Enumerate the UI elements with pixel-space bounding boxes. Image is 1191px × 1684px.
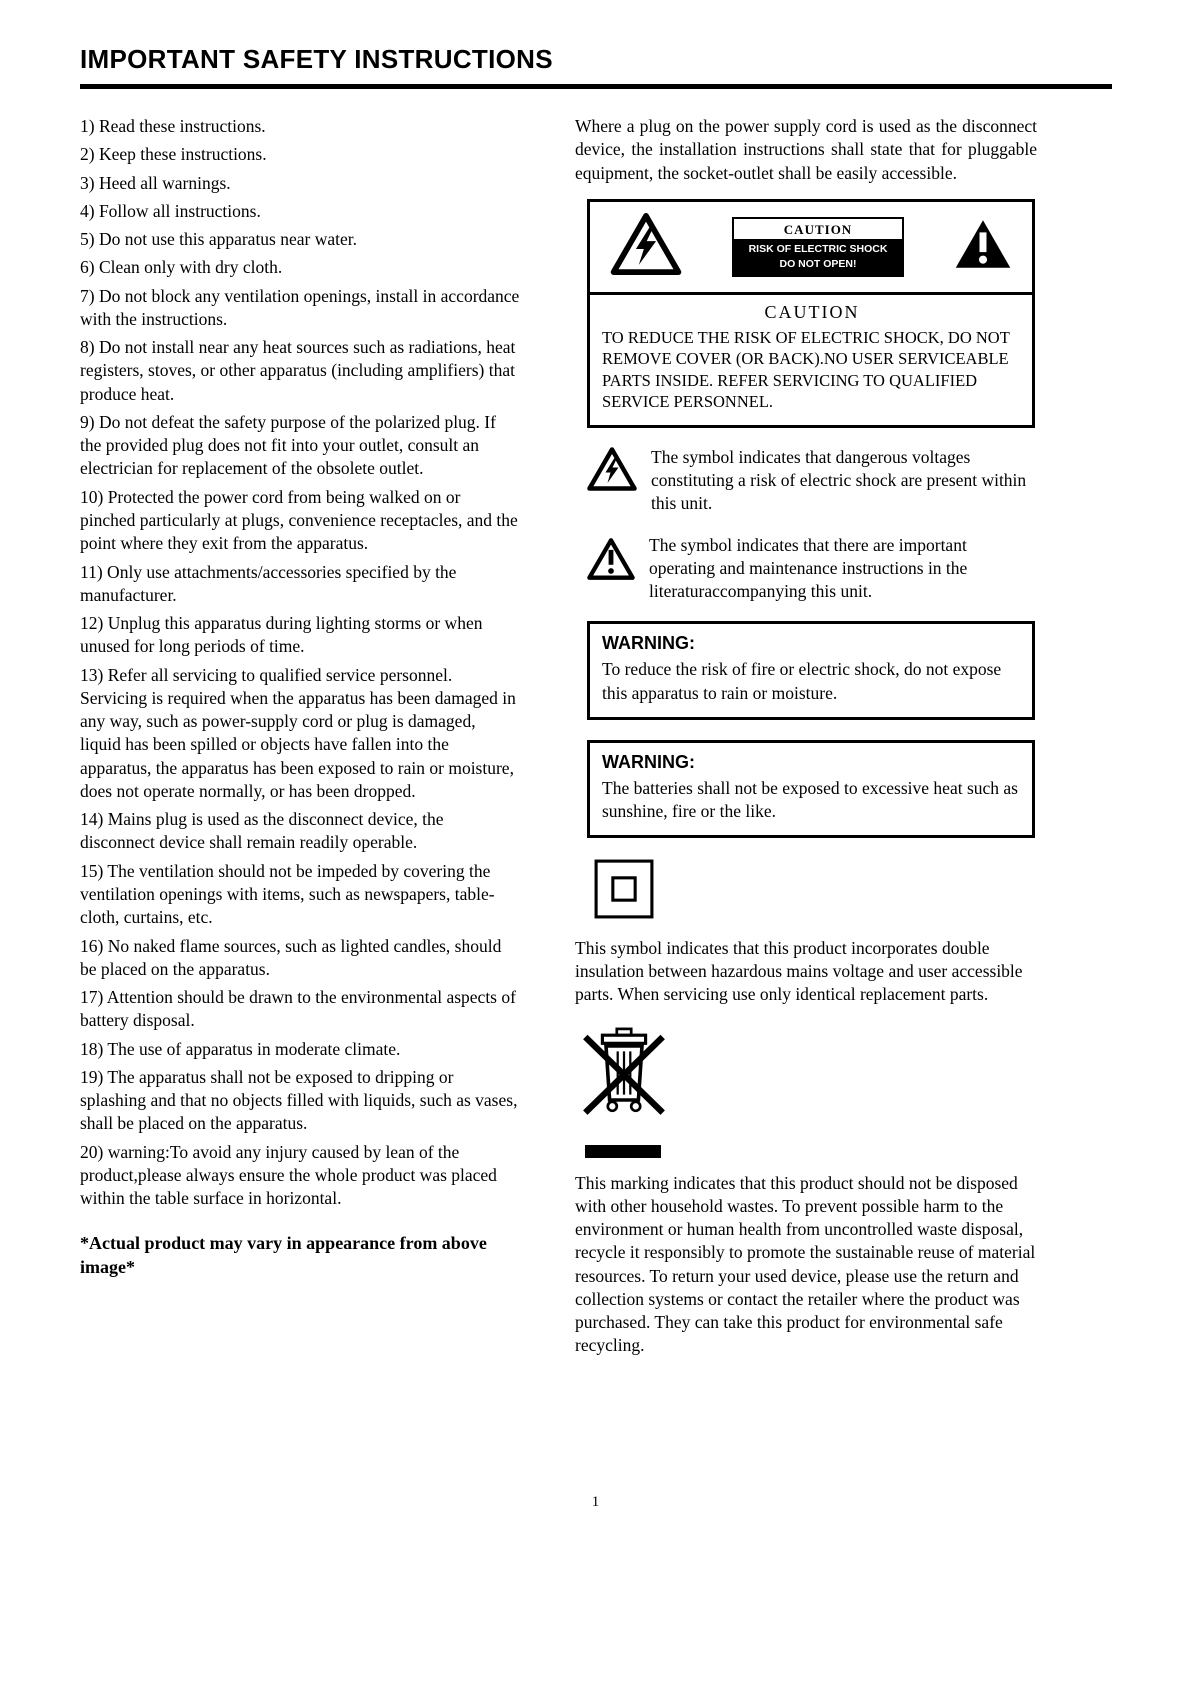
instruction-item: 3) Heed all warnings. <box>80 172 231 193</box>
page-title: IMPORTANT SAFETY INSTRUCTIONS <box>80 44 553 74</box>
instruction-item: 14) Mains plug is used as the disconnect device, the disconnect device shall remain readily operable. <box>80 809 444 853</box>
right-column <box>575 115 1037 1358</box>
risk-label-line1: RISK OF ELECTRIC SHOCK <box>748 243 888 256</box>
instruction-item: 9) Do not defeat the safety purpose of the polarized plug. If the provided plug does not fit into your outlet, consult an electrician for replacement of the obsolete outlet. <box>80 411 496 479</box>
risk-label-title: CAUTION <box>783 222 853 238</box>
instruction-item: 7) Do not block any ventilation openings, install in accordance with the instructions. <box>80 285 520 329</box>
double-insulation-text: This symbol indicates that this product incorporates double insulation between hazardous mains voltage and user accessible parts. When servicing use only identical replacement parts. <box>575 937 1023 1005</box>
weee-crossed-bin-icon <box>579 1022 1037 1130</box>
exclamation-triangle-filled-icon <box>954 213 1012 281</box>
symbol-note-text: The symbol indicates that dangerous voltages constituting a risk of electric shock are present within this unit. <box>651 446 1027 514</box>
lightning-bolt-triangle-icon <box>587 446 637 516</box>
caution-title: CAUTION <box>764 302 860 323</box>
warning-label: WARNING: <box>602 751 695 772</box>
warning-box-batteries <box>587 740 1035 838</box>
weee-black-bar <box>585 1145 661 1158</box>
instruction-item: 20) warning:To avoid any injury caused by lean of the product,please always ensure the whole product was placed within the table surface in horizontal. <box>80 1141 497 1209</box>
exclamation-triangle-outline-icon <box>587 534 635 604</box>
weee-disposal-text: This marking indicates that this product should not be disposed with other household wastes. To prevent possible harm to the environment or human health from uncontrolled waste disposal, recycle it responsibly to promote the sustainable reuse of material resources. To return your used device, please use the return and collection systems or contact the retailer where the product was purchased. They can take this product for environmental safe recycling. <box>575 1172 1036 1356</box>
risk-label-line2: DO NOT OPEN! <box>779 257 857 270</box>
left-column <box>80 115 520 1285</box>
caution-text: TO REDUCE THE RISK OF ELECTRIC SHOCK, DO NOT REMOVE COVER (OR BACK).NO USER SERVICEABLE PARTS INSIDE. REFER SERVICING TO QUALIFIED SERVICE PERSONNEL. <box>602 328 1010 412</box>
instruction-item: 8) Do not install near any heat sources such as radiations, heat registers, stoves, or other apparatus (including amplifiers) that produce heat. <box>80 337 516 404</box>
instruction-item: 12) Unplug this apparatus during lighting storms or when unused for long periods of time. <box>80 613 483 657</box>
risk-of-shock-label <box>732 217 904 277</box>
warning-box-fire-shock <box>587 621 1035 719</box>
page-number: 1 <box>591 1494 600 1510</box>
instruction-item: 1) Read these instructions. <box>80 116 266 136</box>
appearance-footnote: *Actual product may vary in appearance from above image* <box>80 1233 487 1278</box>
instruction-item: 15) The ventilation should not be impeded by covering the ventilation openings with items, such as newspapers, table-cloth, curtains, etc. <box>80 860 495 928</box>
warning-label: WARNING: <box>602 633 695 654</box>
two-column-layout <box>80 115 1112 1358</box>
instruction-item: 6) Clean only with dry cloth. <box>80 257 283 278</box>
symbol-note-dangerous-voltage <box>587 446 1037 516</box>
title-underline <box>80 84 1112 89</box>
instruction-item: 19) The apparatus shall not be exposed to dripping or splashing and that no objects filled with liquids, such as vases, shall be placed on the apparatus. <box>80 1066 518 1134</box>
plug-disconnect-paragraph: Where a plug on the power supply cord is used as the disconnect device, the installation instructions shall state that for pluggable equipment, the socket-outlet shall be easily accessible. <box>575 116 1037 183</box>
risk-label-text <box>734 239 902 274</box>
instruction-item: 18) The use of apparatus in moderate climate. <box>80 1038 401 1059</box>
double-insulation-icon <box>593 858 1037 926</box>
symbol-note-maintenance <box>587 534 1037 604</box>
symbol-note-text: The symbol indicates that there are important operating and maintenance instructions in the literaturaccompanying this unit. <box>649 534 968 602</box>
instruction-item: 2) Keep these instructions. <box>80 144 267 165</box>
instruction-item: 17) Attention should be drawn to the environmental aspects of battery disposal. <box>80 987 516 1031</box>
caution-box-body <box>590 292 1032 425</box>
instruction-item: 16) No naked flame sources, such as lighted candles, should be placed on the apparatus. <box>80 935 502 979</box>
lightning-bolt-triangle-icon <box>610 212 682 282</box>
caution-box <box>587 199 1035 428</box>
instruction-item: 5) Do not use this apparatus near water. <box>80 229 358 250</box>
instruction-item: 4) Follow all instructions. <box>80 200 261 221</box>
caution-box-header <box>590 202 1032 292</box>
instruction-item: 10) Protected the power cord from being walked on or pinched particularly at plugs, convenience receptacles, and the point where they exit from the apparatus. <box>80 486 518 554</box>
instruction-item: 11) Only use attachments/accessories specified by the manufacturer. <box>80 561 457 605</box>
warning-text: To reduce the risk of fire or electric shock, do not expose this apparatus to rain or moisture. <box>602 659 1002 703</box>
warning-text: The batteries shall not be exposed to excessive heat such as sunshine, fire or the like. <box>602 777 1018 822</box>
instruction-item: 13) Refer all servicing to qualified service personnel. Servicing is required when the apparatus has been damaged in any way, such as power-supply cord or plug is damaged, liquid has been spilled or objects have fallen into the apparatus, the apparatus has been exposed to rain or moisture, does not operate normally, or has been dropped. <box>80 664 516 801</box>
